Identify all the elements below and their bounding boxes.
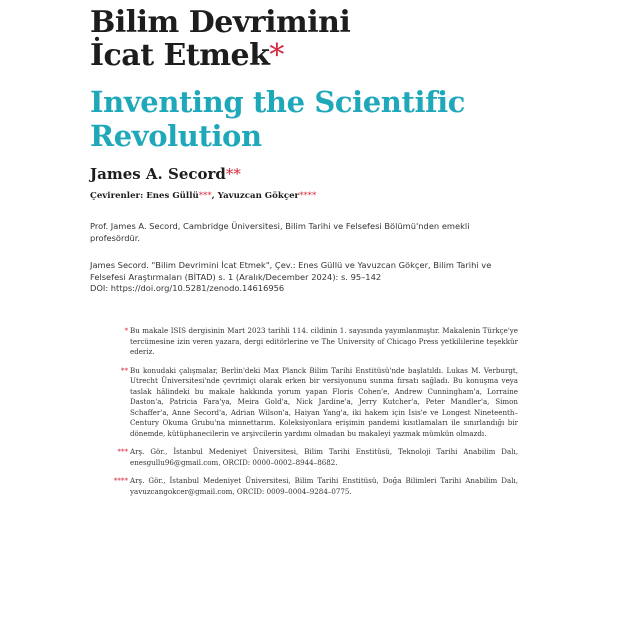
footnote-marker: ** — [120, 365, 128, 375]
translators-label: Çevirenler: — [90, 191, 144, 201]
article-title-turkish — [90, 6, 350, 72]
citation-block — [90, 260, 520, 295]
title-en-line1: Inventing the Scientific — [90, 85, 466, 119]
footnote — [108, 326, 518, 358]
footnote-marker: *** — [117, 447, 128, 456]
footnote-text: Bu konudaki çalışmalar, Berlin'deki Max Planck Bilim Tarihi Enstitüsü'nde başlatıldı. Lukas M. Verburgt, Utrecht Üniversitesi'nde çevrimiçi olarak erken bir versiyonunu sunma fırsatı sağladı. Bu konuşma veya taslak hâlindeki bu makale hakkında yorum yapan Floris Cohen'e, Andrew Cunningham'a, Lorraine Daston'a, Patricia Fara'ya, Meira Gold'a, Nick Jardine'a, Jerry Kutcher'a, Peter Mandler'a, Simon Schaffer'a, Anne Secord'a, Adrian Wilson'a, Haiyan Yang'a, iki hakem için Isis'e ve Longest Nineteenth–Century Okuma Grubu'na minnettarım. Koleksiyonlara erişimin pandemi kısıtlamaları ile sınırlandığı bir dönemde, kütüphanecilerin ve arşivcilerin yardımı olmadan bu makaleyi yazmak mümkün olmazdı. — [130, 365, 518, 438]
translator-2-footnote-marker[interactable]: **** — [299, 191, 317, 201]
footnote — [108, 476, 518, 497]
author-line — [90, 165, 241, 183]
translator-name-1: Enes Güllü — [146, 191, 199, 201]
author-footnote-marker[interactable]: ** — [225, 165, 241, 183]
footnote — [108, 366, 518, 440]
translator-1-footnote-marker[interactable]: *** — [198, 191, 212, 201]
footnotes — [108, 326, 518, 505]
footnote — [108, 447, 518, 468]
title-en-line2: Revolution — [90, 119, 262, 153]
title-tr-line2: İcat Etmek — [90, 38, 270, 73]
footnote-marker: **** — [113, 476, 128, 485]
author-name: James A. Secord — [90, 165, 226, 183]
title-tr-line1: Bilim Devrimini — [90, 5, 351, 40]
author-bio: Prof. James A. Secord, Cambridge Üniversitesi, Bilim Tarihi ve Felsefesi Bölümü'nden emekli profesördür. — [90, 221, 470, 243]
translators-separator: , — [211, 191, 215, 201]
footnote-text: Bu makale ISIS dergisinin Mart 2023 tarihli 114. cildinin 1. sayısında yayımlanmıştır. Makalenin Türkçe'ye tercümesine izin veren yazara, dergi editörlerine ve The University of Chicago Press yetkililerine teşekkür ederiz. — [130, 326, 518, 356]
translators-line — [90, 191, 316, 201]
footnote-text: Arş. Gör., İstanbul Medeniyet Üniversitesi, Bilim Tarihi Enstitüsü, Doğa Bilimleri Tarihi Anabilim Dalı, yavuzcangokcer@gmail.com, ORCID: 0009–0004–9284–0775. — [130, 476, 518, 496]
footnote-marker: * — [124, 326, 128, 335]
translator-name-2: Yavuzcan Gökçer — [217, 191, 300, 201]
citation-text: James Secord. "Bilim Devrimini İcat Etmek", Çev.: Enes Güllü ve Yavuzcan Gökçer, Bilim Tarihi ve Felsefesi Araştırmaları (BİTAD) s. 1 (Aralık/December 2024): s. 95–142 — [90, 260, 492, 282]
citation-doi[interactable]: DOI: https://doi.org/10.5281/zenodo.14616956 — [90, 283, 285, 293]
article-title-english — [90, 85, 465, 153]
footnote-text: Arş. Gör., İstanbul Medeniyet Üniversitesi, Bilim Tarihi Enstitüsü, Teknoloji Tarihi Anabilim Dalı, enesgullu96@gmail.com, ORCID: 0000–0002–8944–8682. — [130, 447, 518, 467]
title-footnote-marker[interactable]: * — [269, 38, 284, 73]
